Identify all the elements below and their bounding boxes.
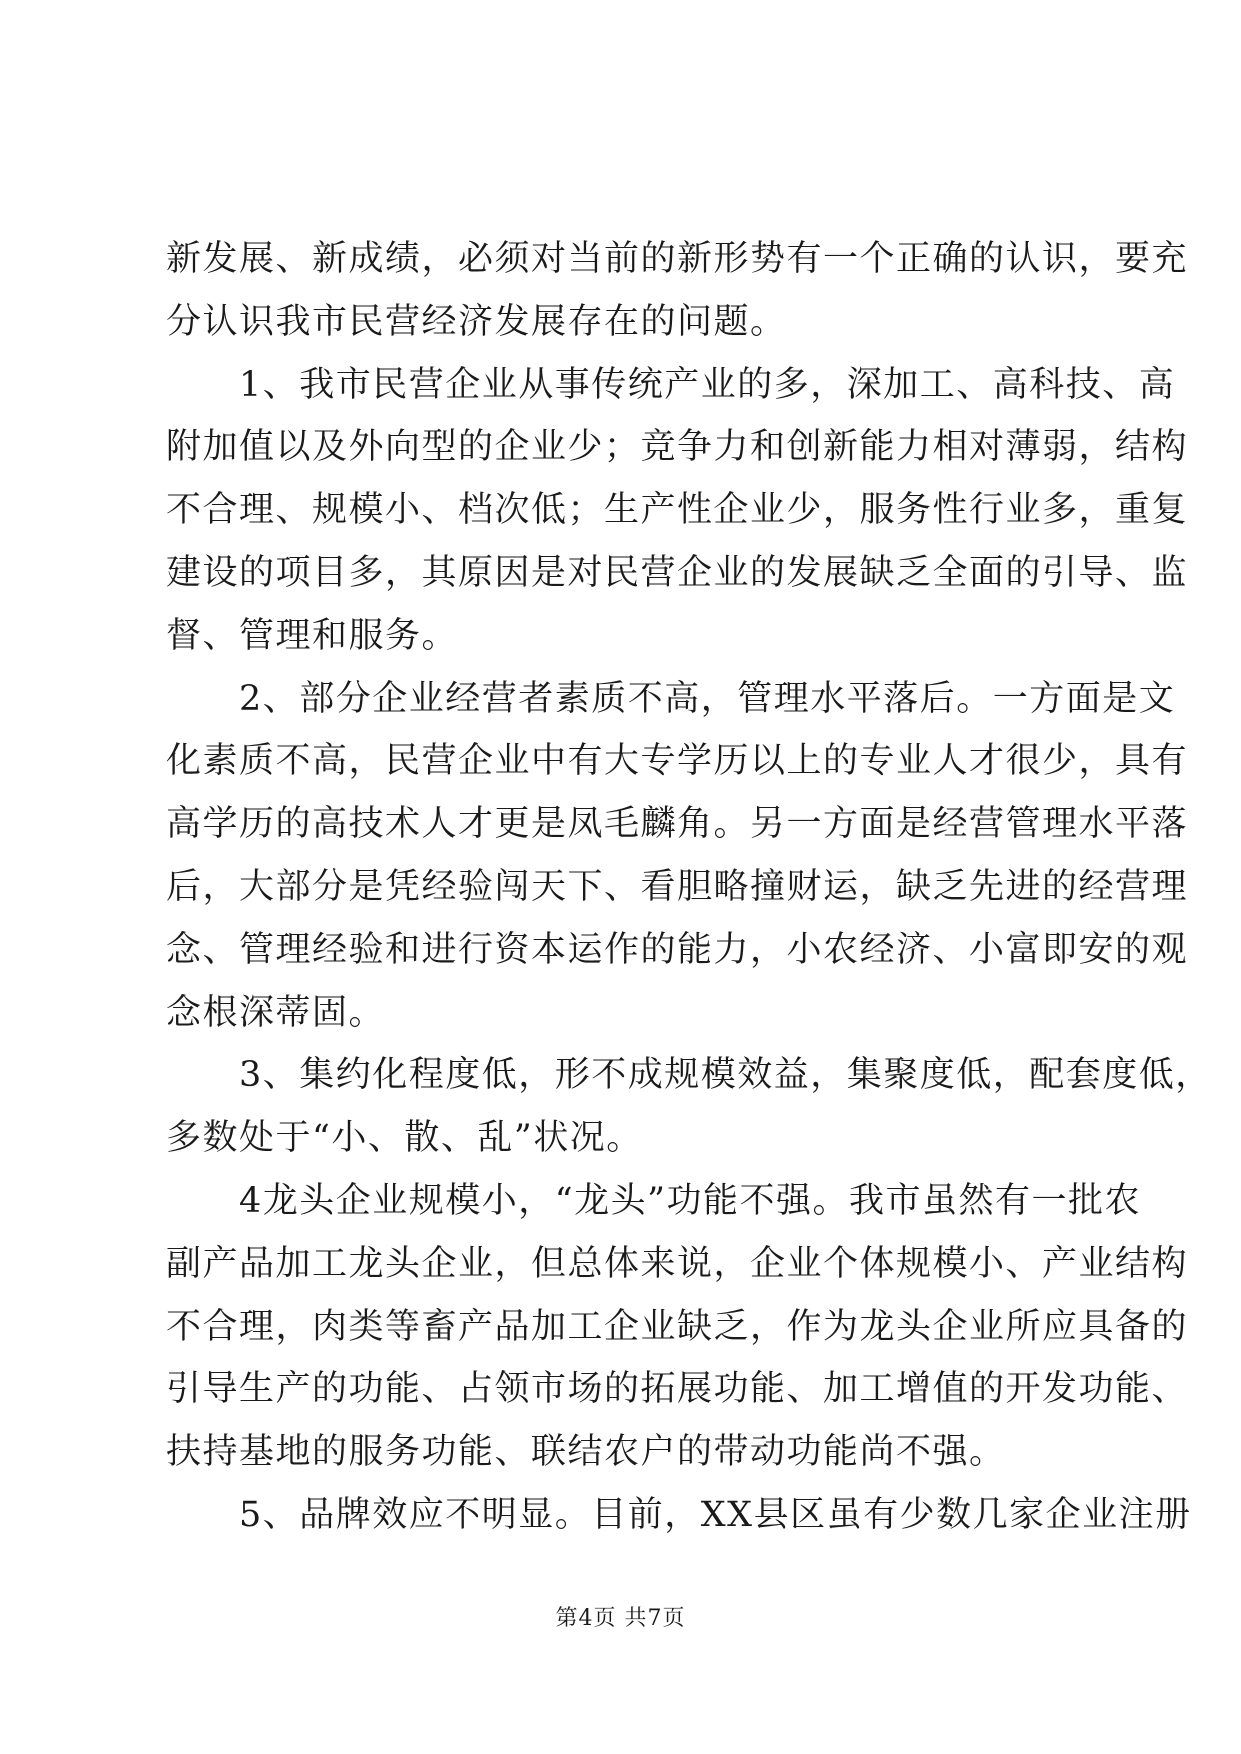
text-line: 1、我市民营企业从事传统产业的多，深加工、高科技、高 [166,364,1176,405]
body-text [166,228,1212,1547]
text-line: 多数处于“小、散、乱”状况。 [166,1118,643,1159]
text-line: 高学历的高技术人才更是凤毛麟角。另一方面是经营管理水平落 [166,804,1189,845]
text-line: 督、管理和服务。 [166,615,459,656]
text-line: 副产品加工龙头企业，但总体来说，企业个体规模小、产业结构 [166,1243,1189,1284]
text-line: 分认识我市民营经济发展存在的问题。 [166,301,787,342]
text-line: 引导生产的功能、占领市场的拓展功能、加工增值的开发功能、 [166,1369,1189,1410]
text-line: 不合理、规模小、档次低；生产性企业少，服务性行业多，重复 [166,490,1189,531]
text-line: 扶持基地的服务功能、联结农户的带动功能尚不强。 [166,1432,1006,1473]
text-line: 化素质不高，民营企业中有大专学历以上的专业人才很少，具有 [166,741,1189,782]
text-line: 2、部分企业经营者素质不高，管理水平落后。一方面是文 [166,678,1176,719]
text-line: 后，大部分是凭经验闯天下、看胆略撞财运，缺乏先进的经营理 [166,866,1189,907]
text-line: 念根深蒂固。 [166,992,386,1033]
text-line: 建设的项目多，其原因是对民营企业的发展缺乏全面的引导、监 [166,552,1189,593]
page-number-footer: 第4页 共7页 [555,1606,686,1631]
text-line: 新发展、新成绩，必须对当前的新形势有一个正确的认识，要充 [166,239,1189,279]
text-line: 附加值以及外向型的企业少；竞争力和创新能力相对薄弱，结构 [166,427,1189,468]
text-line: 5、品牌效应不明显。目前，XX县区虽有少数几家企业注册 [166,1494,1192,1535]
text-line: 念、管理经验和进行资本运作的能力，小农经济、小富即安的观 [166,929,1189,970]
text-line: 3、集约化程度低，形不成规模效益，集聚度低，配套度低， [166,1055,1212,1096]
text-line: 不合理，肉类等畜产品加工企业缺乏，作为龙头企业所应具备的 [166,1306,1189,1347]
text-line: 4龙头企业规模小，“龙头”功能不强。我市虽然有一批农 [166,1180,1142,1221]
